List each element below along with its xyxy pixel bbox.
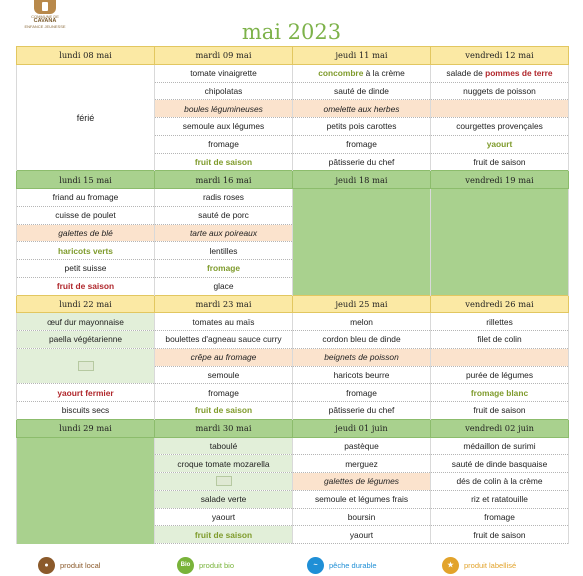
table-row	[17, 384, 569, 402]
logo-line-3: ENFANCE JEUNESSE	[24, 24, 66, 29]
menu-cell: tarte aux poireaux	[155, 224, 293, 242]
legend-item-local	[38, 556, 100, 574]
menu-cell: dés de colin à la crème	[431, 473, 569, 491]
legend-label: pêche durable	[329, 560, 377, 570]
menu-cell: tomate vinaigrette	[155, 64, 293, 82]
table-row	[17, 64, 569, 82]
menu-cell	[431, 100, 569, 118]
menu-cell: filet de colin	[431, 331, 569, 349]
day-header: vendredi 02 juin	[431, 419, 569, 437]
menu-cell: fromage blanc	[431, 384, 569, 402]
menu-cell: fruit de saison	[431, 402, 569, 420]
legend-label: produit labellisé	[464, 560, 517, 570]
menu-cell: fruit de saison	[17, 277, 155, 295]
week-2-header	[17, 171, 569, 189]
menu-cell: courgettes provençales	[431, 118, 569, 136]
menu-cell	[293, 64, 431, 82]
local-highlight: pommes de terre	[485, 68, 553, 79]
menu-cell: biscuits secs	[17, 402, 155, 420]
labelled-product-icon: ★	[442, 557, 459, 574]
menu-cell: yaourt fermier	[17, 384, 155, 402]
menu-cell: melon	[293, 313, 431, 331]
menu-cell: semoule et légumes frais	[293, 490, 431, 508]
day-header: mardi 16 mai	[155, 171, 293, 189]
week-1-header	[17, 47, 569, 65]
menu-cell: pastèque	[293, 437, 431, 455]
menu-cell: friand au fromage	[17, 189, 155, 207]
menu-cell: semoule	[155, 366, 293, 384]
legend-item-bio	[177, 556, 234, 574]
menu-cell: haricots verts	[17, 242, 155, 260]
table-row	[17, 402, 569, 420]
menu-cell: yaourt	[155, 508, 293, 526]
menu-cell: boulettes d'agneau sauce curry	[155, 331, 293, 349]
menu-text: salade de	[446, 68, 486, 79]
menu-cell: radis roses	[155, 189, 293, 207]
logo-mark-icon	[34, 0, 56, 14]
closed-day-cell	[17, 437, 155, 544]
menu-cell: fruit de saison	[431, 153, 569, 171]
label-badge-cell	[155, 473, 293, 491]
legend-item-label	[442, 556, 516, 574]
menu-table	[16, 46, 569, 544]
menu-cell: boules légumineuses	[155, 100, 293, 118]
menu-cell: haricots beurre	[293, 366, 431, 384]
menu-cell: galettes de légumes	[293, 473, 431, 491]
day-header: lundi 22 mai	[17, 295, 155, 313]
menu-cell: rillettes	[431, 313, 569, 331]
menu-cell: lentilles	[155, 242, 293, 260]
day-header: vendredi 12 mai	[431, 47, 569, 65]
menu-cell: glace	[155, 277, 293, 295]
menu-cell: nuggets de poisson	[431, 82, 569, 100]
table-row	[17, 331, 569, 349]
quality-label-icon	[216, 476, 232, 486]
menu-cell: tomates au maïs	[155, 313, 293, 331]
legend-label: produit local	[60, 560, 101, 570]
menu-cell: petit suisse	[17, 260, 155, 278]
menu-cell: fromage	[293, 135, 431, 153]
menu-cell: croque tomate mozarella	[155, 455, 293, 473]
day-header: vendredi 19 mai	[431, 171, 569, 189]
menu-cell: petits pois carottes	[293, 118, 431, 136]
menu-cell: cordon bleu de dinde	[293, 331, 431, 349]
menu-cell: sauté de porc	[155, 206, 293, 224]
menu-cell: fruit de saison	[155, 153, 293, 171]
quality-label-icon	[78, 361, 94, 371]
week-3-header	[17, 295, 569, 313]
logo-line-2: CAVANA	[33, 18, 57, 24]
menu-cell: taboulé	[155, 437, 293, 455]
week-4-header	[17, 419, 569, 437]
holiday-cell: férié	[17, 64, 155, 171]
menu-cell: merguez	[293, 455, 431, 473]
menu-cell: omelette aux herbes	[293, 100, 431, 118]
menu-cell: sauté de dinde basquaise	[431, 455, 569, 473]
legend-label: produit bio	[199, 560, 235, 570]
menu-cell: yaourt	[431, 135, 569, 153]
menu-cell: fromage	[431, 508, 569, 526]
closed-day-cell	[293, 189, 431, 296]
day-header: mardi 23 mai	[155, 295, 293, 313]
day-header: jeudi 01 juin	[293, 419, 431, 437]
menu-cell: fruit de saison	[155, 402, 293, 420]
menu-cell: fromage	[155, 260, 293, 278]
organic-product-icon: Bio	[177, 557, 194, 574]
day-header: lundi 08 mai	[17, 47, 155, 65]
local-highlight: concombre	[318, 68, 364, 79]
menu-cell	[431, 348, 569, 366]
menu-cell: boursin	[293, 508, 431, 526]
day-header: lundi 29 mai	[17, 419, 155, 437]
menu-cell: purée de légumes	[431, 366, 569, 384]
table-row	[17, 189, 569, 207]
menu-cell: paella végétarienne	[17, 331, 155, 349]
menu-cell: fromage	[155, 135, 293, 153]
day-header: mardi 30 mai	[155, 419, 293, 437]
closed-day-cell	[431, 189, 569, 296]
day-header: mardi 09 mai	[155, 47, 293, 65]
label-badge-cell	[17, 348, 155, 384]
day-header: vendredi 26 mai	[431, 295, 569, 313]
menu-cell: riz et ratatouille	[431, 490, 569, 508]
menu-cell	[431, 64, 569, 82]
menu-cell: médaillon de surimi	[431, 437, 569, 455]
menu-cell: fromage	[293, 384, 431, 402]
table-row	[17, 348, 569, 366]
menu-cell: beignets de poisson	[293, 348, 431, 366]
local-product-icon: ●	[38, 557, 55, 574]
menu-cell: salade verte	[155, 490, 293, 508]
page-title: mai 2023	[241, 20, 342, 44]
menu-cell: œuf dur mayonnaise	[17, 313, 155, 331]
menu-text: à la crème	[363, 68, 405, 79]
menu-cell: fruit de saison	[431, 526, 569, 544]
menu-cell: pâtisserie du chef	[293, 402, 431, 420]
menu-cell: chipolatas	[155, 82, 293, 100]
logo-line-1: COMMUNE DE	[31, 14, 59, 19]
menu-cell: cuisse de poulet	[17, 206, 155, 224]
menu-cell: pâtisserie du chef	[293, 153, 431, 171]
legend	[0, 554, 583, 576]
menu-cell: sauté de dinde	[293, 82, 431, 100]
menu-cell: fromage	[155, 384, 293, 402]
menu-cell: semoule aux légumes	[155, 118, 293, 136]
menu-cell: galettes de blé	[17, 224, 155, 242]
day-header: lundi 15 mai	[17, 171, 155, 189]
menu-cell: fruit de saison	[155, 526, 293, 544]
legend-item-fishing	[307, 556, 377, 574]
table-row	[17, 313, 569, 331]
table-row	[17, 437, 569, 455]
menu-cell: crêpe au fromage	[155, 348, 293, 366]
day-header: jeudi 18 mai	[293, 171, 431, 189]
menu-cell: yaourt	[293, 526, 431, 544]
day-header: jeudi 25 mai	[293, 295, 431, 313]
sustainable-fishing-icon: ~	[307, 557, 324, 574]
day-header: jeudi 11 mai	[293, 47, 431, 65]
